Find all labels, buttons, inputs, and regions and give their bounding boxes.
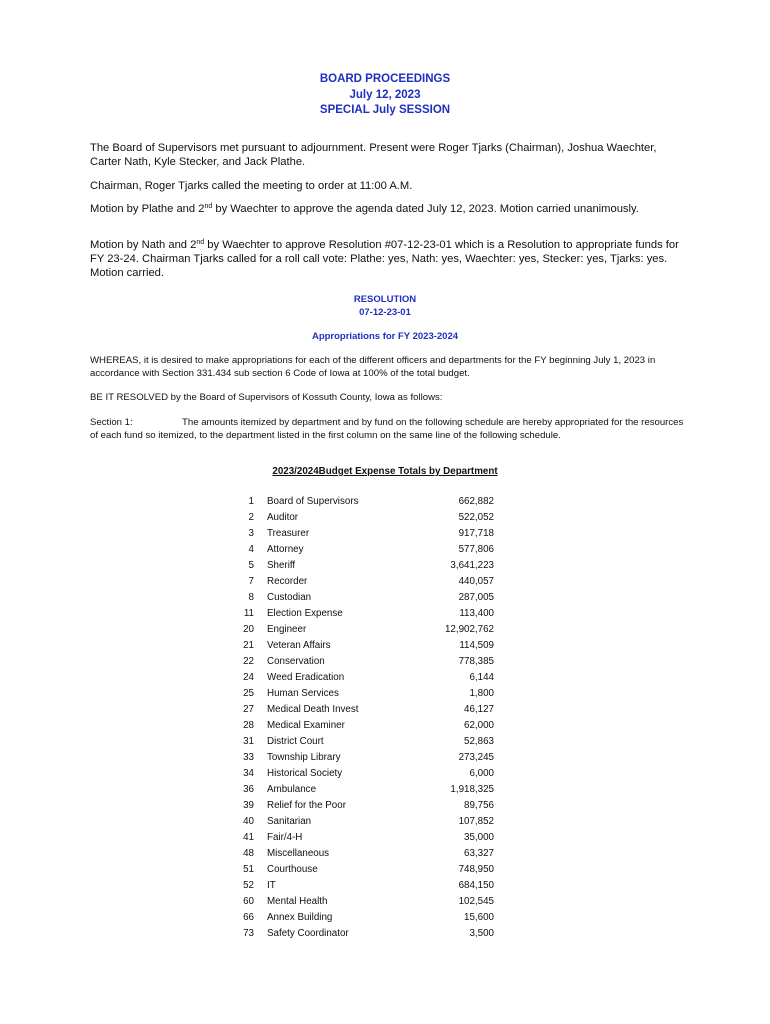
table-row (0, 878, 770, 894)
department-amount: 6,000 (469, 768, 494, 779)
department-number: 24 (243, 672, 254, 683)
department-number: 73 (243, 928, 254, 939)
session-name: SPECIAL July SESSION (319, 104, 451, 116)
department-amount: 684,150 (458, 880, 494, 891)
table-row (0, 814, 770, 830)
department-number: 5 (248, 560, 254, 571)
table-row (0, 590, 770, 606)
table-row (0, 926, 770, 942)
department-number: 4 (248, 544, 254, 555)
agenda-motion-superscript: nd (204, 203, 213, 210)
table-row (0, 686, 770, 702)
department-amount: 107,852 (458, 816, 494, 827)
department-name: Board of Supervisors (267, 496, 359, 507)
section-label: Section 1: (90, 417, 133, 428)
table-row (0, 510, 770, 526)
department-name: Treasurer (267, 528, 310, 539)
department-number: 39 (243, 800, 254, 811)
department-number: 20 (243, 624, 254, 635)
department-name: Relief for the Poor (267, 800, 346, 811)
department-amount: 46,127 (464, 704, 494, 715)
resolution-label: RESOLUTION (353, 294, 417, 305)
department-name: IT (267, 880, 276, 891)
department-number: 41 (243, 832, 254, 843)
department-name: Fair/4-H (267, 832, 303, 843)
resolution-motion-text-a: Motion by Nath and 2 (90, 239, 197, 251)
department-amount: 113,400 (459, 608, 494, 619)
department-number: 66 (243, 912, 254, 923)
department-amount: 89,756 (464, 800, 494, 811)
table-row (0, 894, 770, 910)
department-name: Engineer (267, 624, 307, 635)
department-name: Custodian (267, 592, 312, 603)
table-row (0, 798, 770, 814)
department-number: 34 (243, 768, 254, 779)
attendance-paragraph: The Board of Supervisors met pursuant to adjournment. Present were Roger Tjarks (Chairman), Joshua Waechter, Carter Nath, Kyle Stecker, and Jack Plathe. (90, 142, 657, 168)
budget-table (0, 494, 770, 942)
section-text: The amounts itemized by department and by fund on the following schedule are hereby appropriated for the resources of each fund so itemized, to the department listed in the first column on the same line of the following schedule. (90, 417, 684, 441)
department-name: Conservation (267, 656, 325, 667)
department-name: Human Services (267, 688, 339, 699)
department-number: 31 (243, 736, 254, 747)
department-amount: 35,000 (464, 832, 494, 843)
department-name: Miscellaneous (267, 848, 330, 859)
table-row (0, 654, 770, 670)
department-number: 21 (243, 640, 254, 651)
department-name: Township Library (267, 752, 341, 763)
department-number: 51 (243, 864, 254, 875)
department-number: 33 (243, 752, 254, 763)
department-name: Weed Eradication (267, 672, 345, 683)
department-name: Annex Building (267, 912, 333, 923)
department-name: Courthouse (267, 864, 318, 875)
department-name: Ambulance (267, 784, 317, 795)
section-1-paragraph (90, 417, 690, 442)
table-row (0, 862, 770, 878)
department-name: Historical Society (267, 768, 343, 779)
department-amount: 917,718 (458, 528, 494, 539)
table-row (0, 734, 770, 750)
department-amount: 3,641,223 (450, 560, 494, 571)
department-amount: 1,800 (469, 688, 494, 699)
agenda-motion-paragraph (90, 202, 680, 216)
department-amount: 287,005 (458, 592, 494, 603)
table-row (0, 622, 770, 638)
table-row (0, 766, 770, 782)
department-amount: 62,000 (464, 720, 494, 731)
department-number: 2 (248, 512, 254, 523)
department-name: Safety Coordinator (267, 928, 349, 939)
department-number: 27 (243, 704, 254, 715)
department-amount: 748,950 (458, 864, 494, 875)
table-row (0, 606, 770, 622)
department-number: 52 (243, 880, 254, 891)
resolution-number: 07-12-23-01 (359, 307, 411, 318)
department-amount: 114,509 (459, 640, 494, 651)
budget-table-title: 2023/2024Budget Expense Totals by Department (272, 466, 498, 477)
resolved-paragraph: BE IT RESOLVED by the Board of Supervisors of Kossuth County, Iowa as follows: (90, 392, 443, 403)
department-amount: 3,500 (469, 928, 494, 939)
proceedings-header (0, 72, 770, 119)
department-name: Auditor (267, 512, 299, 523)
department-amount: 1,918,325 (450, 784, 494, 795)
department-number: 40 (243, 816, 254, 827)
resolution-motion-text-b: by Waechter to approve Resolution #07-12-23-01 which is a Resolution to appropriate funds for FY 23-24. Chairman Tjarks called for a roll call vote: Plathe: yes, Nath: yes, Waechter: yes, Stecker: yes, Tjarks: yes. Motion carried. (90, 239, 679, 279)
department-name: Recorder (267, 576, 308, 587)
department-name: Sanitarian (267, 816, 312, 827)
table-row (0, 574, 770, 590)
department-number: 25 (243, 688, 254, 699)
department-number: 3 (248, 528, 254, 539)
table-row (0, 910, 770, 926)
department-amount: 102,545 (458, 896, 494, 907)
document-title: BOARD PROCEEDINGS (319, 73, 451, 85)
department-amount: 12,902,762 (444, 624, 494, 635)
department-name: Election Expense (267, 608, 343, 619)
agenda-motion-text-b: by Waechter to approve the agenda dated July 12, 2023. Motion carried unanimously. (212, 203, 639, 215)
table-row (0, 638, 770, 654)
department-number: 1 (248, 496, 254, 507)
table-row (0, 558, 770, 574)
department-amount: 63,327 (464, 848, 494, 859)
department-name: District Court (267, 736, 324, 747)
department-name: Mental Health (267, 896, 328, 907)
table-row (0, 702, 770, 718)
agenda-motion-text-a: Motion by Plathe and 2 (90, 203, 205, 215)
department-amount: 15,600 (464, 912, 494, 923)
department-amount: 577,806 (458, 544, 494, 555)
department-amount: 440,057 (458, 576, 494, 587)
resolution-subtitle: Appropriations for FY 2023-2024 (311, 331, 459, 342)
department-amount: 662,882 (458, 496, 494, 507)
resolution-motion-superscript: nd (196, 239, 205, 246)
department-name: Veteran Affairs (267, 640, 331, 651)
table-row (0, 750, 770, 766)
table-row (0, 782, 770, 798)
table-row (0, 670, 770, 686)
table-row (0, 494, 770, 510)
table-row (0, 542, 770, 558)
call-to-order-paragraph: Chairman, Roger Tjarks called the meeting to order at 11:00 A.M. (90, 180, 413, 192)
department-amount: 6,144 (469, 672, 494, 683)
department-amount: 522,052 (458, 512, 494, 523)
department-amount: 52,863 (464, 736, 494, 747)
resolution-motion-paragraph (90, 238, 680, 280)
table-row (0, 718, 770, 734)
department-number: 8 (248, 592, 254, 603)
table-row (0, 846, 770, 862)
table-row (0, 830, 770, 846)
department-name: Sheriff (267, 560, 296, 571)
department-name: Medical Death Invest (267, 704, 359, 715)
department-amount: 778,385 (458, 656, 494, 667)
meeting-date: July 12, 2023 (349, 88, 421, 101)
department-number: 28 (243, 720, 254, 731)
whereas-paragraph: WHEREAS, it is desired to make appropriations for each of the different officers and departments for the FY beginning July 1, 2023 in accordance with Section 331.434 sub section 6 Code of Iowa at 100% of the total budget. (90, 355, 656, 379)
resolution-heading (0, 293, 770, 319)
department-name: Medical Examiner (267, 720, 345, 731)
department-number: 60 (243, 896, 254, 907)
department-number: 11 (243, 608, 254, 619)
department-number: 7 (248, 576, 254, 587)
department-number: 22 (243, 656, 254, 667)
department-number: 36 (243, 784, 254, 795)
department-name: Attorney (267, 544, 304, 555)
department-amount: 273,245 (458, 752, 494, 763)
department-number: 48 (243, 848, 254, 859)
table-row (0, 526, 770, 542)
